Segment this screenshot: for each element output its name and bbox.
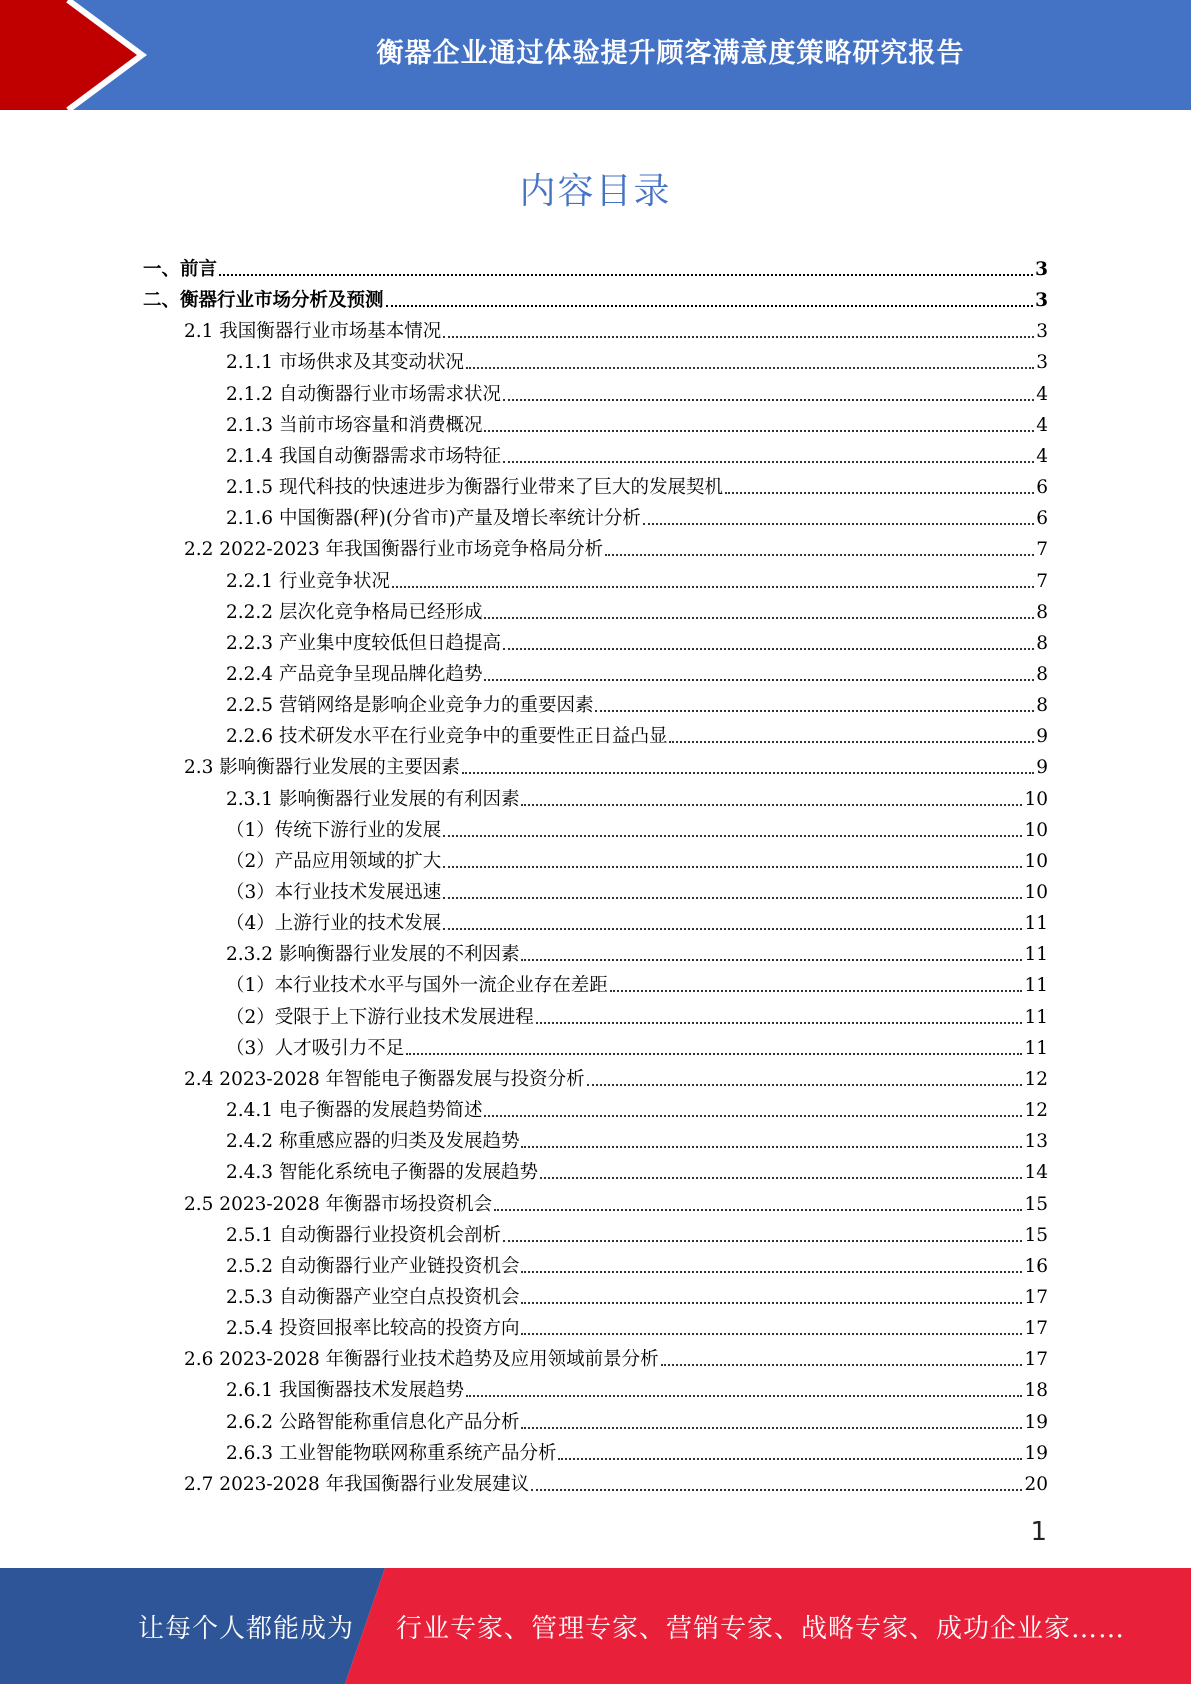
toc-dot-leader [521,1333,1022,1335]
toc-entry-title: 2.6 2023-2028 年衡器行业技术趋势及应用领域前景分析 [184,1349,659,1371]
toc-entry-page: 4 [1036,383,1048,405]
toc-dot-leader [484,679,1034,681]
toc-entry-page: 4 [1036,414,1048,436]
toc-dot-leader [443,897,1022,899]
toc-entry[interactable] [226,347,1048,378]
toc-dot-leader [443,835,1022,837]
toc-dot-leader [587,1084,1023,1086]
toc-dot-leader [219,274,1033,276]
toc-entry-page: 16 [1024,1255,1048,1277]
toc-entry[interactable] [226,1251,1048,1282]
toc-entry-title: （4）上游行业的技术发展 [226,913,442,935]
toc-heading: 内容目录 [519,171,672,212]
toc-entry-title: 2.1.2 自动衡器行业市场需求状况 [226,383,501,405]
toc-dot-leader [643,523,1034,525]
toc-entry[interactable] [226,1438,1048,1469]
toc-dot-leader [531,1489,1022,1491]
toc-entry-page: 7 [1036,570,1048,592]
toc-dot-leader [669,741,1034,743]
toc-entry[interactable] [184,1344,1048,1375]
toc-entry-title: 2.2.4 产品竞争呈现品牌化趋势 [226,663,483,685]
toc-entry[interactable] [226,1220,1048,1251]
toc-entry[interactable] [184,316,1048,347]
toc-dot-leader [540,1177,1022,1179]
toc-entry-title: 2.4.3 智能化系统电子衡器的发展趋势 [226,1162,538,1184]
toc-entry[interactable] [226,1282,1048,1313]
toc-entry-title: （1）传统下游行业的发展 [226,819,442,841]
toc-entry-title: 2.1.4 我国自动衡器需求市场特征 [226,445,501,467]
toc-dot-leader [494,1209,1022,1211]
toc-entry-title: 2.4.1 电子衡器的发展趋势简述 [226,1100,483,1122]
page-header [0,0,1191,110]
toc-entry[interactable] [226,970,1048,1001]
toc-entry-page: 11 [1024,1006,1048,1028]
toc-entry-title: 2.6.2 公路智能称重信息化产品分析 [226,1411,520,1433]
toc-entry-page: 7 [1036,539,1048,561]
toc-entry[interactable] [226,815,1048,846]
toc-entry[interactable] [226,379,1048,410]
toc-entry[interactable] [226,659,1048,690]
toc-entry-title: 2.4 2023-2028 年智能电子衡器发展与投资分析 [184,1068,585,1090]
toc-dot-leader [443,336,1034,338]
toc-entry[interactable] [184,534,1048,565]
toc-entry-page: 13 [1024,1131,1048,1153]
toc-entry[interactable] [184,1064,1048,1095]
toc-dot-leader [443,928,1022,930]
toc-entry[interactable] [226,566,1048,597]
toc-dot-leader [661,1364,1023,1366]
toc-entry[interactable] [226,1126,1048,1157]
toc-entry-title: （3）人才吸引力不足 [226,1037,405,1059]
toc-entry-title: 2.3.1 影响衡器行业发展的有利因素 [226,788,520,810]
toc-dot-leader [725,492,1034,494]
toc-entry-page: 9 [1036,726,1048,748]
toc-entry-page: 15 [1024,1193,1048,1215]
toc-entry[interactable] [226,628,1048,659]
toc-entry-page: 14 [1024,1162,1048,1184]
toc-entry-title: 2.2.5 营销网络是影响企业竞争力的重要因素 [226,695,594,717]
toc-dot-leader [521,1302,1022,1304]
toc-entry-title: （2）受限于上下游行业技术发展进程 [226,1006,534,1028]
report-title: 衡器企业通过体验提升顾客满意度策略研究报告 [376,37,965,69]
toc-entry-page: 15 [1024,1224,1048,1246]
toc-dot-leader [484,617,1034,619]
toc-entry[interactable] [226,1033,1048,1064]
toc-entry-page: 11 [1024,1037,1048,1059]
toc-entry-page: 6 [1036,508,1048,530]
toc-entry-title: 2.1.3 当前市场容量和消费概况 [226,414,483,436]
toc-dot-leader [558,1458,1022,1460]
toc-entry-title: 2.6.3 工业智能物联网称重系统产品分析 [226,1442,557,1464]
toc-entry-page: 3 [1036,321,1048,343]
toc-entry-page: 8 [1036,601,1048,623]
toc-entry[interactable] [143,285,1048,316]
toc-entry[interactable] [226,410,1048,441]
toc-entry-page: 19 [1024,1442,1048,1464]
toc-dot-leader [466,367,1034,369]
toc-dot-leader [595,710,1034,712]
toc-entry-page: 12 [1024,1100,1048,1122]
toc-entry-page: 11 [1024,944,1048,966]
toc-entry-title: 二、衡器行业市场分析及预测 [143,290,384,312]
toc-entry[interactable] [226,503,1048,534]
footer-slogan-left: 让每个人都能成为 [138,1613,355,1644]
toc-entry[interactable] [226,939,1048,970]
toc-entry-title: 2.2.2 层次化竞争格局已经形成 [226,601,483,623]
toc-entry-title: 2.2 2022-2023 年我国衡器行业市场竞争格局分析 [184,539,604,561]
toc-entry-page: 10 [1024,850,1048,872]
toc-entry-page: 17 [1024,1286,1048,1308]
toc-entry[interactable] [143,254,1048,285]
toc-dot-leader [386,305,1034,307]
toc-dot-leader [462,772,1034,774]
toc-entry[interactable] [226,908,1048,939]
toc-dot-leader [503,461,1034,463]
toc-dot-leader [536,1022,1023,1024]
toc-entry-title: （1）本行业技术水平与国外一流企业存在差距 [226,975,608,997]
toc-dot-leader [521,804,1022,806]
toc-entry-page: 4 [1036,445,1048,467]
toc-entry-page: 9 [1036,757,1048,779]
toc-entry[interactable] [226,1375,1048,1406]
toc-dot-leader [466,1395,1022,1397]
toc-entry[interactable] [226,1157,1048,1188]
toc-entry-page: 3 [1036,352,1048,374]
toc-entry[interactable] [226,472,1048,503]
toc-dot-leader [605,554,1034,556]
toc-entry-page: 11 [1024,913,1048,935]
toc-entry[interactable] [226,597,1048,628]
toc-entry-title: 2.2.6 技术研发水平在行业竞争中的重要性正日益凸显 [226,726,668,748]
toc-entry-title: 2.2.3 产业集中度较低但日趋提高 [226,632,501,654]
toc-entry[interactable] [226,441,1048,472]
toc-entry[interactable] [226,1407,1048,1438]
toc-entry[interactable] [226,784,1048,815]
toc-entry[interactable] [226,1002,1048,1033]
toc-dot-leader [484,430,1034,432]
toc-entry[interactable] [226,877,1048,908]
toc-entry-page: 17 [1024,1349,1048,1371]
toc-entry-title: 2.1 我国衡器行业市场基本情况 [184,321,442,343]
toc-dot-leader [521,1271,1022,1273]
toc-entry-page: 19 [1024,1411,1048,1433]
toc-entry-page: 10 [1024,819,1048,841]
toc-entry-title: （2）产品应用领域的扩大 [226,850,442,872]
toc-entry-title: 2.7 2023-2028 年我国衡器行业发展建议 [184,1473,530,1495]
toc-entry[interactable] [184,1469,1048,1500]
toc-entry-title: 2.6.1 我国衡器技术发展趋势 [226,1380,464,1402]
toc-entry-page: 10 [1024,882,1048,903]
toc-entry-page: 18 [1024,1380,1048,1402]
toc-entry[interactable] [184,752,1048,783]
toc-entry-page: 11 [1024,975,1048,997]
toc-entry-page: 6 [1036,477,1048,499]
toc-entry-title: 2.1.1 市场供求及其变动状况 [226,352,464,374]
toc-entry-title: 2.1.6 中国衡器(秤)(分省市)产量及增长率统计分析 [226,508,641,530]
toc-dot-leader [484,1115,1022,1117]
page-number: 1 [1030,1517,1047,1547]
toc-dot-leader [610,990,1023,992]
toc-dot-leader [521,1146,1022,1148]
toc-entry-page: 8 [1036,695,1048,717]
toc-entry-title: 2.3 影响衡器行业发展的主要因素 [184,757,460,779]
toc-entry-page: 20 [1024,1473,1048,1495]
toc-entry-title: 2.5.1 自动衡器行业投资机会剖析 [226,1224,501,1246]
toc-entry[interactable] [226,690,1048,721]
toc-entry-title: 2.5.3 自动衡器产业空白点投资机会 [226,1286,520,1308]
toc-entry-page: 3 [1035,259,1048,280]
toc-entry-page: 10 [1024,788,1048,810]
toc-entry-title: 2.5.4 投资回报率比较高的投资方向 [226,1318,520,1340]
toc-entry[interactable] [226,721,1048,752]
toc-entry-title: 2.3.2 影响衡器行业发展的不利因素 [226,944,520,966]
toc-dot-leader [521,959,1022,961]
toc-dot-leader [503,1240,1022,1242]
toc-dot-leader [406,1053,1022,1055]
toc-entry[interactable] [226,846,1048,877]
toc-entry-page: 17 [1024,1318,1048,1340]
toc-entry-page: 8 [1036,663,1048,685]
toc-dot-leader [521,1427,1022,1429]
toc-dot-leader [443,866,1022,868]
toc-entry-page: 8 [1036,632,1048,654]
toc-entry-title: 一、前言 [143,259,218,280]
toc-entry[interactable] [226,1313,1048,1344]
toc-entry-title: 2.4.2 称重感应器的归类及发展趋势 [226,1131,520,1153]
toc-entry[interactable] [226,1095,1048,1126]
toc-dot-leader [503,399,1034,401]
toc-entry[interactable] [184,1189,1048,1220]
toc-entry-title: 2.2.1 行业竞争状况 [226,570,390,592]
toc-dot-leader [503,648,1034,650]
toc-dot-leader [392,586,1034,588]
toc-entry-title: 2.1.5 现代科技的快速进步为衡器行业带来了巨大的发展契机 [226,477,723,499]
toc-entry-page: 12 [1024,1068,1048,1090]
footer-slogan-right: 行业专家、管理专家、营销专家、战略专家、成功企业家…… [396,1613,1126,1644]
toc-entry-title: （3）本行业技术发展迅速 [226,882,442,903]
toc-entry-title: 2.5.2 自动衡器行业产业链投资机会 [226,1255,520,1277]
toc-entry-title: 2.5 2023-2028 年衡器市场投资机会 [184,1193,493,1215]
toc-entry-page: 3 [1035,290,1048,312]
page-footer [0,1568,1191,1684]
